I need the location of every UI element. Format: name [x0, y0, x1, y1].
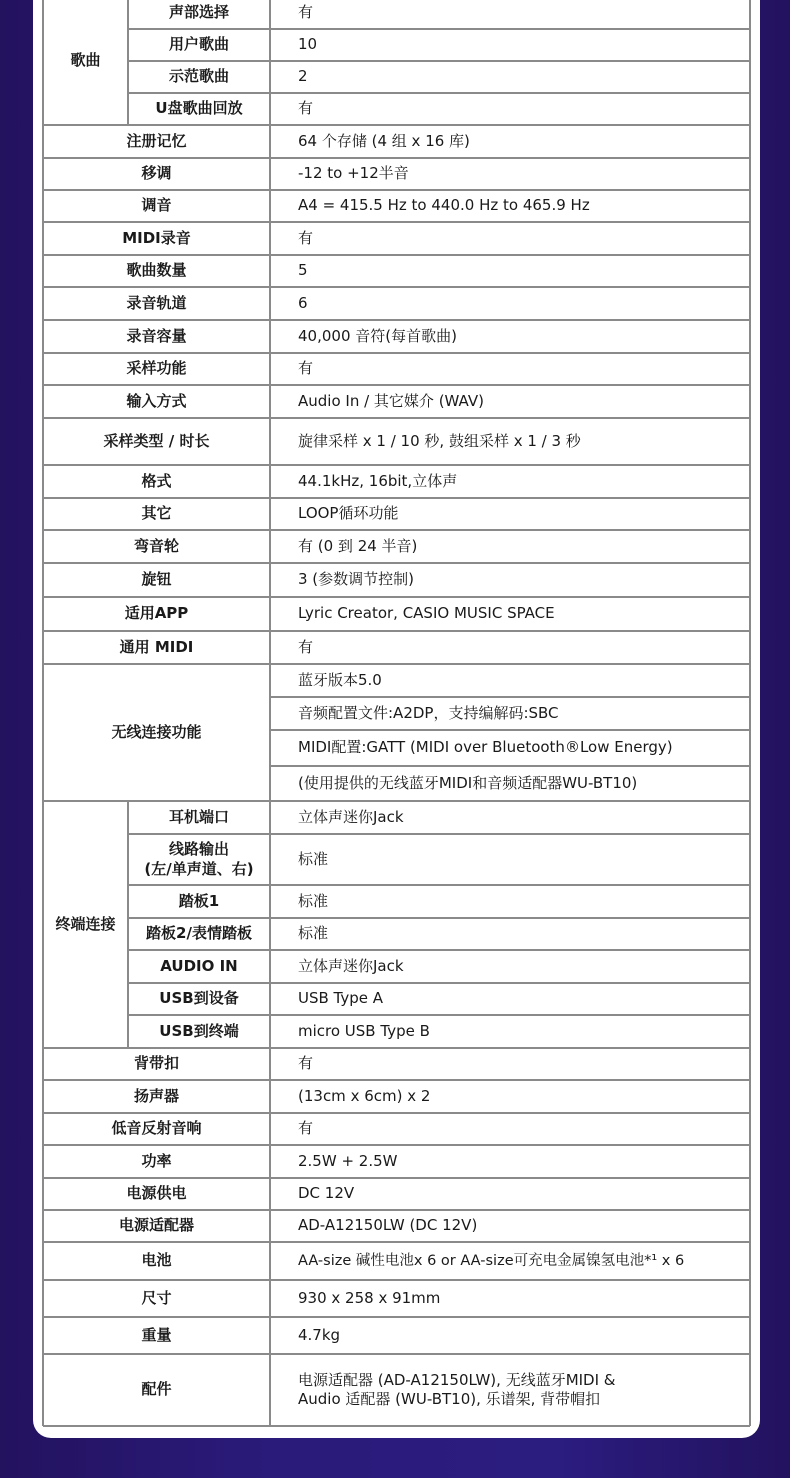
value-wireless-1: 音频配置文件:A2DP，支持编解码:SBC	[298, 703, 559, 722]
sublabel-terminal-3: 踏板2/表情踏板	[146, 924, 252, 943]
value-b-0: 有	[298, 1054, 314, 1073]
value-song-1: 10	[298, 35, 318, 54]
sublabel-song-0: 声部选择	[168, 2, 229, 21]
label-b-4: 电源供电	[126, 1184, 187, 1203]
label-b-3: 功率	[141, 1151, 172, 1170]
value-terminal-1: 标准	[298, 849, 329, 868]
value-terminal-4: 立体声迷你Jack	[298, 956, 404, 975]
value-14: Lyric Creator, CASIO MUSIC SPACE	[298, 604, 555, 623]
label-5: 录音轨道	[126, 293, 187, 312]
value-b-5: AD-A12150LW (DC 12V)	[298, 1216, 478, 1235]
value-8: Audio In / 其它媒介 (WAV)	[298, 391, 484, 410]
value-b-1: (13cm x 6cm) x 2	[298, 1086, 431, 1105]
value-wireless-3: (使用提供的无线蓝牙MIDI和音频适配器WU-BT10)	[298, 773, 638, 792]
value-15: 有	[298, 637, 314, 656]
label-10: 格式	[141, 471, 172, 490]
label-wireless: 无线连接功能	[111, 722, 202, 741]
label-b-8: 重量	[141, 1325, 172, 1344]
value-terminal-2: 标准	[298, 891, 329, 910]
group-label-terminals: 终端连接	[55, 914, 116, 933]
label-8: 输入方式	[126, 391, 187, 410]
label-4: 歌曲数量	[126, 261, 187, 280]
value-0: 64 个存储 (4 组 x 16 库)	[298, 131, 470, 150]
label-b-7: 尺寸	[141, 1288, 172, 1307]
label-2: 调音	[141, 196, 172, 215]
value-1: -12 to +12半音	[298, 164, 409, 183]
label-12: 弯音轮	[133, 536, 179, 555]
label-1: 移调	[141, 164, 172, 183]
label-b-5: 电源适配器	[118, 1216, 194, 1235]
sublabel-terminal-6: USB到终端	[159, 1021, 239, 1040]
label-b-2: 低音反射音响	[111, 1119, 202, 1138]
value-3: 有	[298, 228, 314, 247]
value-song-3: 有	[298, 99, 314, 118]
label-7: 采样功能	[126, 359, 187, 378]
label-b-6: 电池	[141, 1251, 172, 1270]
sublabel-terminal-4: AUDIO IN	[160, 956, 238, 975]
value-terminal-0: 立体声迷你Jack	[298, 807, 404, 826]
value-terminal-5: USB Type A	[298, 989, 384, 1008]
label-6: 录音容量	[126, 326, 187, 345]
label-3: MIDI录音	[122, 228, 191, 247]
label-9: 采样类型 / 时长	[103, 431, 210, 450]
label-b-9: 配件	[141, 1380, 172, 1399]
value-b-2: 有	[298, 1119, 314, 1138]
sublabel-terminal-0: 耳机端口	[168, 807, 229, 826]
group-label-song: 歌曲	[70, 50, 101, 69]
value-2: A4 = 415.5 Hz to 440.0 Hz to 465.9 Hz	[298, 196, 590, 215]
value-b-3: 2.5W + 2.5W	[298, 1151, 398, 1170]
sublabel-terminal-1: 线路输出 (左/单声道、右)	[144, 840, 254, 878]
label-11: 其它	[141, 504, 172, 523]
value-song-0: 有	[298, 2, 314, 21]
value-b-4: DC 12V	[298, 1184, 355, 1203]
sublabel-song-2: 示范歌曲	[168, 67, 229, 86]
value-13: 3 (参数调节控制)	[298, 570, 415, 589]
value-12: 有 (0 到 24 半音)	[298, 536, 418, 555]
value-6: 40,000 音符(每首歌曲)	[298, 326, 457, 345]
value-5: 6	[298, 293, 308, 312]
value-wireless-2: MIDI配置:GATT (MIDI over Bluetooth®Low Energy)	[298, 738, 673, 757]
label-b-1: 扬声器	[133, 1086, 179, 1105]
value-11: LOOP循环功能	[298, 504, 399, 523]
sublabel-terminal-2: 踏板1	[178, 891, 220, 910]
label-0: 注册记忆	[126, 131, 187, 150]
sublabel-terminal-5: USB到设备	[159, 989, 239, 1008]
value-b-7: 930 x 258 x 91mm	[298, 1288, 441, 1307]
value-song-2: 2	[298, 67, 308, 86]
value-9: 旋律采样 x 1 / 10 秒, 鼓组采样 x 1 / 3 秒	[298, 431, 581, 450]
value-b-8: 4.7kg	[298, 1325, 341, 1344]
label-14: 适用APP	[124, 604, 189, 623]
value-terminal-6: micro USB Type B	[298, 1021, 430, 1040]
sublabel-song-3: U盘歌曲回放	[155, 99, 243, 118]
value-terminal-3: 标准	[298, 924, 329, 943]
value-b-9: 电源适配器 (AD-A12150LW), 无线蓝牙MIDI & Audio 适配器 (WU-BT10), 乐谱架, 背带帽扣	[298, 1370, 616, 1408]
label-b-0: 背带扣	[133, 1054, 179, 1073]
value-7: 有	[298, 359, 314, 378]
value-b-6: AA-size 碱性电池x 6 or AA-size可充电金属镍氢电池*¹ x 6	[298, 1252, 685, 1269]
value-10: 44.1kHz, 16bit,立体声	[298, 471, 458, 490]
label-13: 旋钮	[141, 570, 172, 589]
sublabel-song-1: 用户歌曲	[168, 35, 229, 54]
value-wireless-0: 蓝牙版本5.0	[298, 670, 382, 689]
value-4: 5	[298, 261, 308, 280]
label-15: 通用 MIDI	[119, 637, 194, 656]
